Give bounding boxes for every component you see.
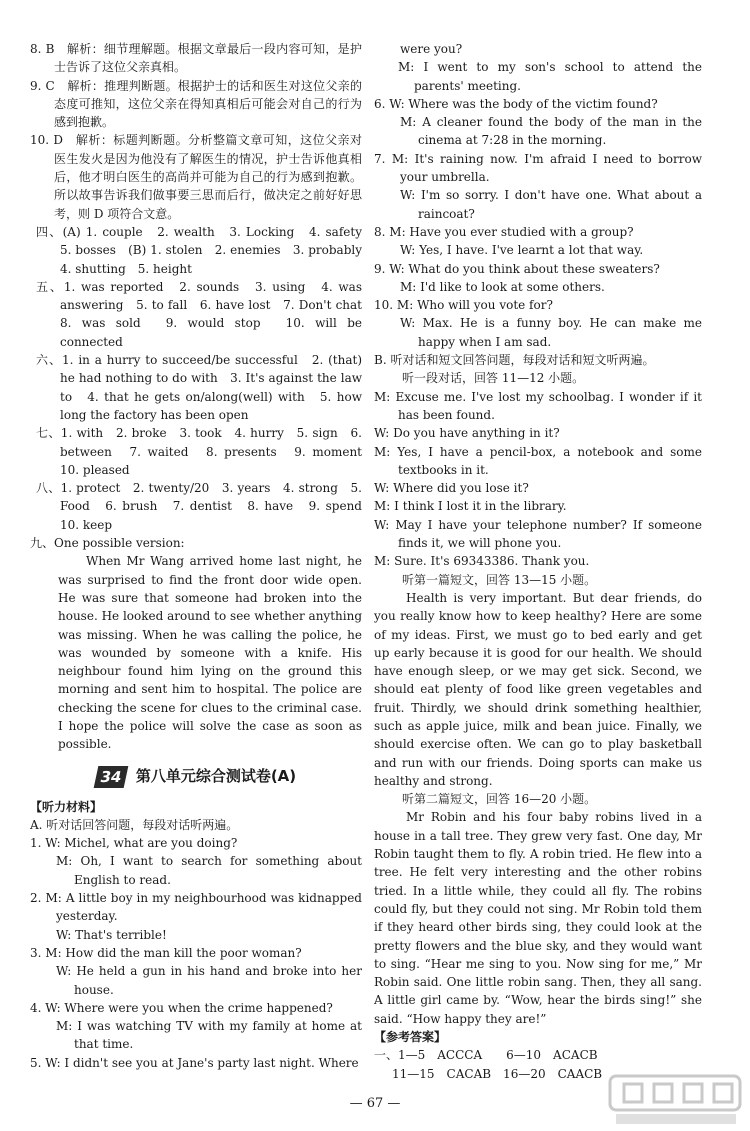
dialogue-number: 10. — [374, 298, 394, 313]
dialogue-line: W: Yes, I have. I've learnt a lot that way. — [400, 243, 644, 258]
conversation-line: M: Excuse me. I've lost my schoolbag. I wonder if it has been found. — [374, 389, 702, 422]
dialogue-number: 8. — [374, 224, 386, 239]
dialogue-2 — [30, 889, 362, 944]
dialogue-line: M: I was watching TV with my family at home at that time. — [56, 1019, 362, 1052]
section-five: 五、1. was reported 2. sounds 3. using 4. was answering 5. to fall 6. have lost 7. Don't chat 8. was sold 9. would stop 10. will be connected — [36, 279, 375, 349]
dialogue-line: W: That's terrible! — [56, 927, 167, 942]
dialogue-number: 1. — [30, 836, 42, 851]
dialogue-line: M: I went to my son's school to attend the parents' meeting. — [398, 60, 702, 93]
dialogue-line: M: Oh, I want to search for something about English to read. — [56, 854, 362, 887]
dialogue-line: W: Max. He is a funny boy. He can make me happy when I am sad. — [400, 316, 702, 349]
dialogue-number: 9. — [374, 261, 386, 276]
dialogue-line: W: I'm so sorry. I don't have one. What about a raincoat? — [400, 188, 702, 221]
passage1-intro: 听第一篇短文，回答 13—15 小题。 — [402, 572, 597, 587]
conversation-line: W: Do you have anything in it? — [374, 426, 560, 441]
dialogue-line: were you? — [400, 42, 463, 56]
dialogue-number: 2. — [30, 891, 42, 906]
answer-line-1: 一、1—5 ACCCA 6—10 ACACB — [374, 1048, 598, 1063]
section-six: 六、1. in a hurry to succeed/be successful 2. (that) he had nothing to do with 3. It's against the law to 4. that he gets on/along(well) with 5. how long the factory has been open — [36, 353, 362, 422]
sample-essay: When Mr Wang arrived home last night, he was surprised to find the front door wide open. He was sure that someone had broken into the house. He looked around to see whether anything was missing. When he was calling the police, he was wounded by someone with a knife. His neighbour found him lying on the ground this morning and sent him to hospital. The police are checking the scene for clues to the criminal case. I hope the police will solve the case as soon as possible. — [58, 554, 362, 752]
part-a-instruction: A. 听对话回答问题，每段对话听两遍。 — [30, 817, 239, 832]
answer-line-2: 11—15 CACAB 16—20 CAACB — [392, 1066, 603, 1081]
dialogue-line: W: What do you think about these sweaters? — [389, 261, 660, 276]
answer-item-10: 10. D 解析：标题判断题。分析整篇文章可知，这位父亲对医生发火是因为他没有了解医生的情况，护士告诉他真相后，他才明白医生的高尚并可能为自己的行为感到抱歉。所以故事告诉我们做事要三思而后行，做决定之前好好思考，则 D 项符合文意。 — [30, 133, 362, 221]
section-seven: 七、1. with 2. broke 3. took 4. hurry 5. sign 6. between 7. waited 8. presents 9. moment 10. pleased — [36, 426, 375, 477]
section-title: 第八单元综合测试卷(A) — [135, 767, 297, 786]
passage2-intro: 听第二篇短文，回答 16—20 小题。 — [402, 792, 597, 807]
section-number-badge: 34 — [93, 766, 128, 788]
conversation-line: W: May I have your telephone number? If someone finds it, we will phone you. — [374, 517, 702, 551]
page-number: — 67 — — [349, 1096, 401, 1111]
section-heading — [30, 766, 362, 788]
left-column — [30, 40, 375, 1072]
dialogue-number: 6. — [374, 96, 386, 111]
conversation-line: M: I think I lost it in the library. — [374, 499, 567, 514]
dialogue-number: 5. — [30, 1055, 42, 1070]
dialogue-9 — [374, 260, 702, 297]
dialogue-number: 4. — [30, 1000, 42, 1015]
dialogue-10 — [374, 296, 702, 351]
dialogue-line: W: Where were you when the crime happened? — [45, 1000, 333, 1015]
section-nine: 九、One possible version: — [30, 536, 185, 551]
section-four: 四、(A) 1. couple 2. wealth 3. Locking 4. safety 5. bosses (B) 1. stolen 2. enemies 3. probably 4. shutting 5. height — [36, 224, 375, 276]
dialogue-1 — [30, 834, 362, 889]
conversation-line: W: Where did you lose it? — [374, 481, 529, 496]
dialogue-6 — [374, 95, 702, 150]
conversation-intro: 听一段对话，回答 11—12 小题。 — [402, 371, 585, 386]
passage2-text: Mr Robin and his four baby robins lived in a house in a tall tree. They grew very fast. One day, Mr Robin taught them to fly. A robin tried. He flew into a tree. He felt very interesting and the other robins tried. In a little while, they could all fly. The robins could fly, but they could not sing. Mr Robin told them if they heard other birds sing, they could look at the pretty flowers and the blue sky, and they would want to sing. “Hear me sing to you. Now sing for me,” Mr Robin said. One little robin sang. Then, they all sang. A little girl came by. “Wow, hear the birds sing!” she said. “How happy they are!” — [374, 810, 702, 1026]
dialogue-line: M: Who will you vote for? — [396, 298, 553, 313]
dialogue-3 — [30, 944, 362, 999]
dialogue-number: 3. — [30, 945, 42, 960]
answer-item-9: 9. C 解析：推理判断题。根据护士的话和医生对这位父亲的态度可推知，这位父亲在得知真相后可能会对自己的行为感到抱歉。 — [30, 78, 362, 130]
passage1-text: Health is very important. But dear friends, do you really know how to keep healthy? Here are some of my ideas. First, we must go to bed early and get up early because it is good for our health. We should have enough sleep, or we may get sick. Second, we should eat plenty of food like green vegetables and fruit. Thirdly, we should drink something healthier, such as apple juice, milk and bean juice. Finally, we should exercise often. We can go to play basketball and run with our friends. Doing sports can make us healthy and strong. — [374, 590, 702, 788]
dialogue-line: M: Have you ever studied with a group? — [389, 224, 634, 239]
dialogue-8 — [374, 223, 702, 260]
dialogue-7 — [374, 150, 702, 223]
listening-header: 【听力材料】 — [30, 799, 103, 814]
right-column — [374, 40, 702, 1083]
part-b-instruction: B. 听对话和短文回答问题，每段对话和短文听两遍。 — [374, 353, 655, 368]
dialogue-number: 7. — [374, 151, 386, 166]
dialogue-line: W: Where was the body of the victim found? — [389, 96, 658, 111]
dialogue-line: W: Michel, what are you doing? — [45, 836, 238, 851]
dialogue-line: M: How did the man kill the poor woman? — [45, 945, 302, 960]
section-eight: 八、1. protect 2. twenty/20 3. years 4. strong 5. Food 6. brush 7. dentist 8. have 9. spend 10. keep — [36, 481, 375, 532]
dialogue-5 — [30, 1054, 362, 1072]
answer-header: 【参考答案】 — [374, 1030, 447, 1045]
dialogue-line: M: I'd like to look at some others. — [400, 279, 605, 294]
dialogue-line: M: It's raining now. I'm afraid I need to borrow your umbrella. — [391, 151, 702, 185]
dialogue-4 — [30, 999, 362, 1054]
conversation-line: M: Sure. It's 69343386. Thank you. — [374, 554, 590, 569]
dialogue-line: M: A cleaner found the body of the man in the cinema at 7:28 in the morning. — [400, 115, 702, 148]
watermark-logo — [606, 1074, 746, 1128]
dialogue-line: W: I didn't see you at Jane's party last night. Where — [45, 1055, 359, 1070]
dialogue-line: M: A little boy in my neighbourhood was kidnapped yesterday. — [45, 891, 362, 924]
dialogue-line: W: He held a gun in his hand and broke into her house. — [56, 964, 362, 997]
conversation-line: M: Yes, I have a pencil-box, a notebook and some textbooks in it. — [374, 444, 702, 477]
answer-item-8: 8. B 解析：细节理解题。根据文章最后一段内容可知，是护士告诉了这位父亲真相。 — [30, 42, 362, 75]
